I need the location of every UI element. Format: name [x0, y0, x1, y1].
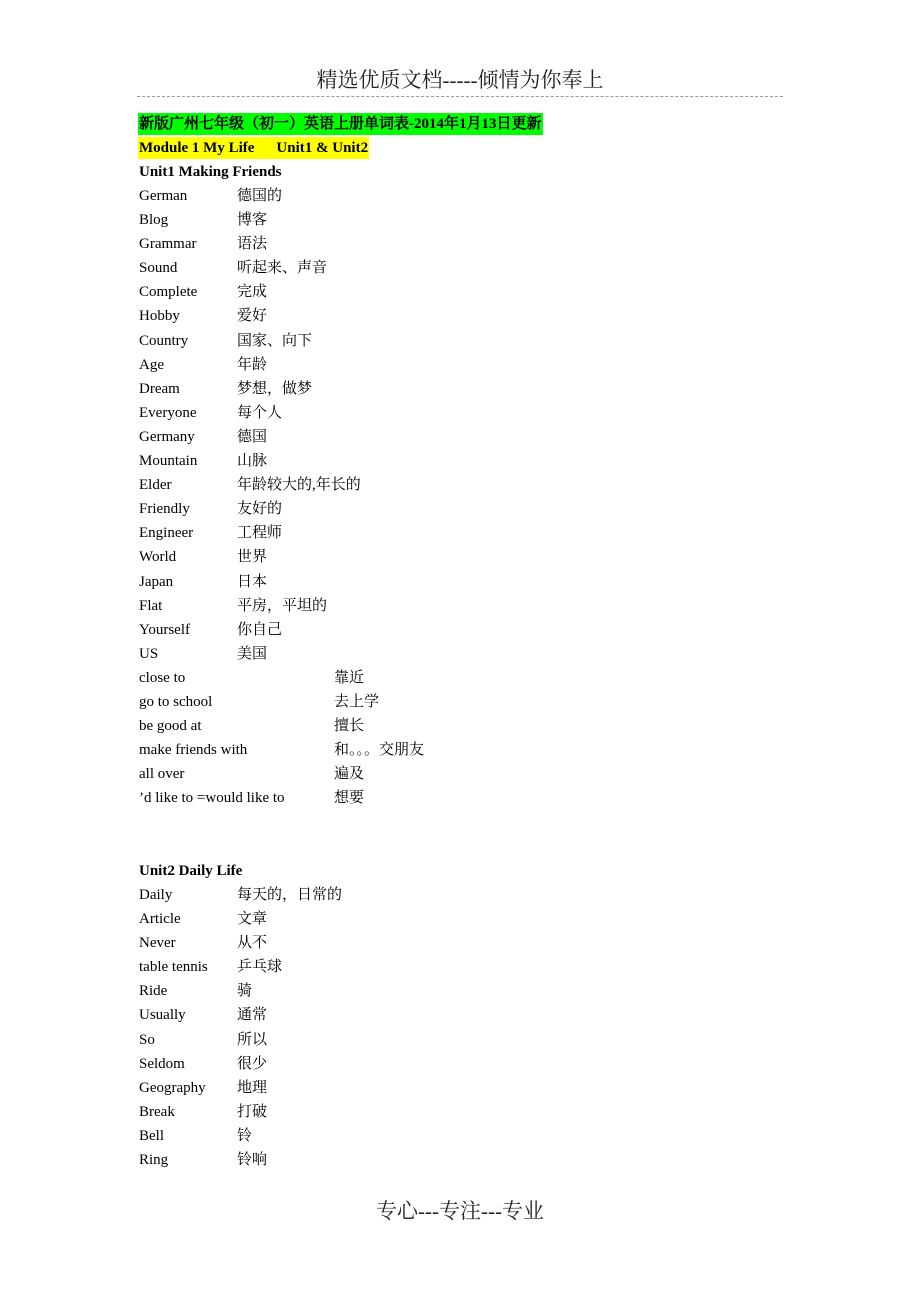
- chinese-meaning: 每天的，日常的: [237, 887, 343, 903]
- vocab-row: [139, 354, 639, 378]
- chinese-meaning: 遍及: [334, 766, 365, 783]
- english-term: Usually: [139, 1007, 186, 1024]
- english-term: Grammar: [139, 236, 197, 253]
- english-term: Germany: [139, 428, 195, 445]
- vocab-row: [139, 402, 639, 426]
- chinese-meaning: 梦想，做梦: [237, 380, 313, 397]
- english-term: Ride: [139, 983, 168, 1000]
- chinese-meaning: 打破: [237, 1103, 268, 1120]
- chinese-meaning: 美国: [237, 645, 268, 662]
- english-term: Country: [139, 332, 189, 349]
- vocab-row: [139, 209, 639, 233]
- vocab-row: [139, 1053, 639, 1077]
- vocab-row: [139, 595, 639, 619]
- vocab-row: [139, 330, 639, 354]
- chinese-meaning: 铃: [237, 1127, 253, 1144]
- document-title: 新版广州七年级（初一）英语上册单词表-2014年1月13日更新: [138, 113, 543, 135]
- english-term: Elder: [139, 477, 172, 494]
- header-divider: [137, 96, 783, 97]
- vocab-row: [139, 257, 639, 281]
- chinese-meaning: 德国的: [237, 188, 283, 204]
- unit2-heading: Unit2 Daily Life: [139, 863, 243, 879]
- chinese-meaning: 山脉: [237, 453, 268, 470]
- vocab-row: [139, 571, 639, 595]
- english-term: Complete: [139, 284, 198, 301]
- vocab-row: [139, 281, 639, 305]
- vocab-row: [139, 522, 639, 546]
- english-term: Mountain: [139, 453, 198, 470]
- page-header: 精选优质文档-----倾情为你奉上: [316, 68, 604, 92]
- vocab-row: [139, 1101, 639, 1125]
- english-term: close to: [139, 670, 186, 686]
- unit1-word-list: [139, 185, 639, 667]
- vocab-row: [139, 691, 639, 715]
- vocab-row: [139, 619, 639, 643]
- vocab-row: [139, 1004, 639, 1028]
- english-term: Article: [139, 911, 181, 928]
- vocab-row: [139, 643, 639, 667]
- chinese-meaning: 每个人: [237, 404, 283, 421]
- english-term: all over: [139, 766, 185, 783]
- english-term: Japan: [139, 573, 174, 590]
- vocab-row: [139, 305, 639, 329]
- vocab-row: [139, 980, 639, 1004]
- vocab-row: [139, 787, 639, 811]
- vocab-row: [139, 378, 639, 402]
- chinese-meaning: 骑: [237, 983, 253, 1000]
- english-term: ’d like to =would like to: [139, 790, 285, 807]
- english-term: Seldom: [139, 1055, 185, 1072]
- chinese-meaning: 去上学: [334, 694, 380, 711]
- english-term: make friends with: [139, 742, 248, 759]
- english-term: Hobby: [139, 308, 180, 325]
- english-term: Blog: [139, 212, 169, 229]
- vocab-row: [139, 233, 639, 257]
- vocab-row: [139, 763, 639, 787]
- vocab-row: [139, 884, 639, 908]
- english-term: Age: [139, 356, 164, 373]
- chinese-meaning: 你自己: [237, 621, 283, 638]
- chinese-meaning: 世界: [237, 549, 268, 566]
- chinese-meaning: 完成: [237, 284, 268, 301]
- vocab-row: [139, 715, 639, 739]
- english-term: Dream: [139, 380, 180, 397]
- chinese-meaning: 从不: [237, 935, 268, 952]
- english-term: Engineer: [139, 525, 194, 542]
- module-label: Module 1 My Life: [139, 140, 255, 156]
- vocab-row: [139, 932, 639, 956]
- chinese-meaning: 所以: [237, 1031, 268, 1048]
- vocab-row: [139, 1077, 639, 1101]
- english-term: US: [139, 645, 159, 662]
- chinese-meaning: 听起来、声音: [237, 260, 328, 277]
- chinese-meaning: 地理: [237, 1079, 268, 1096]
- vocab-row: [139, 1029, 639, 1053]
- vocab-row: [139, 956, 639, 980]
- vocab-row: [139, 474, 639, 498]
- vocab-row: [139, 1125, 639, 1149]
- chinese-meaning: 年龄较大的,年长的: [237, 477, 361, 494]
- english-term: Bell: [139, 1127, 164, 1144]
- english-term: Sound: [139, 260, 178, 277]
- chinese-meaning: 文章: [237, 911, 268, 928]
- vocab-row: [139, 1149, 639, 1173]
- chinese-meaning: 年龄: [237, 356, 268, 373]
- chinese-meaning: 博客: [237, 212, 268, 229]
- chinese-meaning: 靠近: [334, 670, 365, 686]
- english-term: German: [139, 188, 188, 204]
- unit1-phrase-list: [139, 667, 639, 812]
- english-term: Geography: [139, 1079, 206, 1096]
- chinese-meaning: 和。。。交朋友: [334, 742, 425, 759]
- vocab-row: [139, 426, 639, 450]
- english-term: So: [139, 1031, 155, 1048]
- chinese-meaning: 想要: [334, 790, 365, 807]
- english-term: Friendly: [139, 501, 190, 518]
- chinese-meaning: 通常: [237, 1007, 268, 1024]
- unit2-word-list: [139, 884, 639, 1173]
- english-term: Daily: [139, 887, 173, 903]
- english-term: table tennis: [139, 959, 208, 976]
- english-term: World: [139, 549, 177, 566]
- english-term: Ring: [139, 1152, 169, 1169]
- english-term: go to school: [139, 694, 213, 711]
- english-term: Flat: [139, 597, 163, 614]
- chinese-meaning: 日本: [237, 573, 268, 590]
- module-units: Unit1 & Unit2: [276, 140, 369, 156]
- vocab-row: [139, 908, 639, 932]
- chinese-meaning: 国家、向下: [237, 332, 313, 349]
- english-term: be good at: [139, 718, 202, 735]
- chinese-meaning: 友好的: [237, 501, 283, 518]
- english-term: Everyone: [139, 404, 197, 421]
- unit1-heading: Unit1 Making Friends: [139, 164, 282, 180]
- vocab-row: [139, 185, 639, 209]
- chinese-meaning: 语法: [237, 236, 268, 253]
- chinese-meaning: 乒乓球: [237, 959, 283, 976]
- vocab-row: [139, 450, 639, 474]
- vocab-row: [139, 498, 639, 522]
- vocab-row: [139, 546, 639, 570]
- chinese-meaning: 擅长: [334, 718, 365, 735]
- vocab-row: [139, 739, 639, 763]
- chinese-meaning: 工程师: [237, 525, 283, 542]
- chinese-meaning: 很少: [237, 1055, 268, 1072]
- chinese-meaning: 铃响: [237, 1152, 268, 1169]
- module-heading: [138, 137, 369, 159]
- vocab-row: [139, 667, 639, 691]
- chinese-meaning: 爱好: [237, 308, 268, 325]
- chinese-meaning: 德国: [237, 428, 268, 445]
- page-footer: 专心---专注---专业: [376, 1199, 544, 1223]
- english-term: Break: [139, 1103, 175, 1120]
- english-term: Yourself: [139, 621, 190, 638]
- english-term: Never: [139, 935, 176, 952]
- chinese-meaning: 平房，平坦的: [237, 597, 328, 614]
